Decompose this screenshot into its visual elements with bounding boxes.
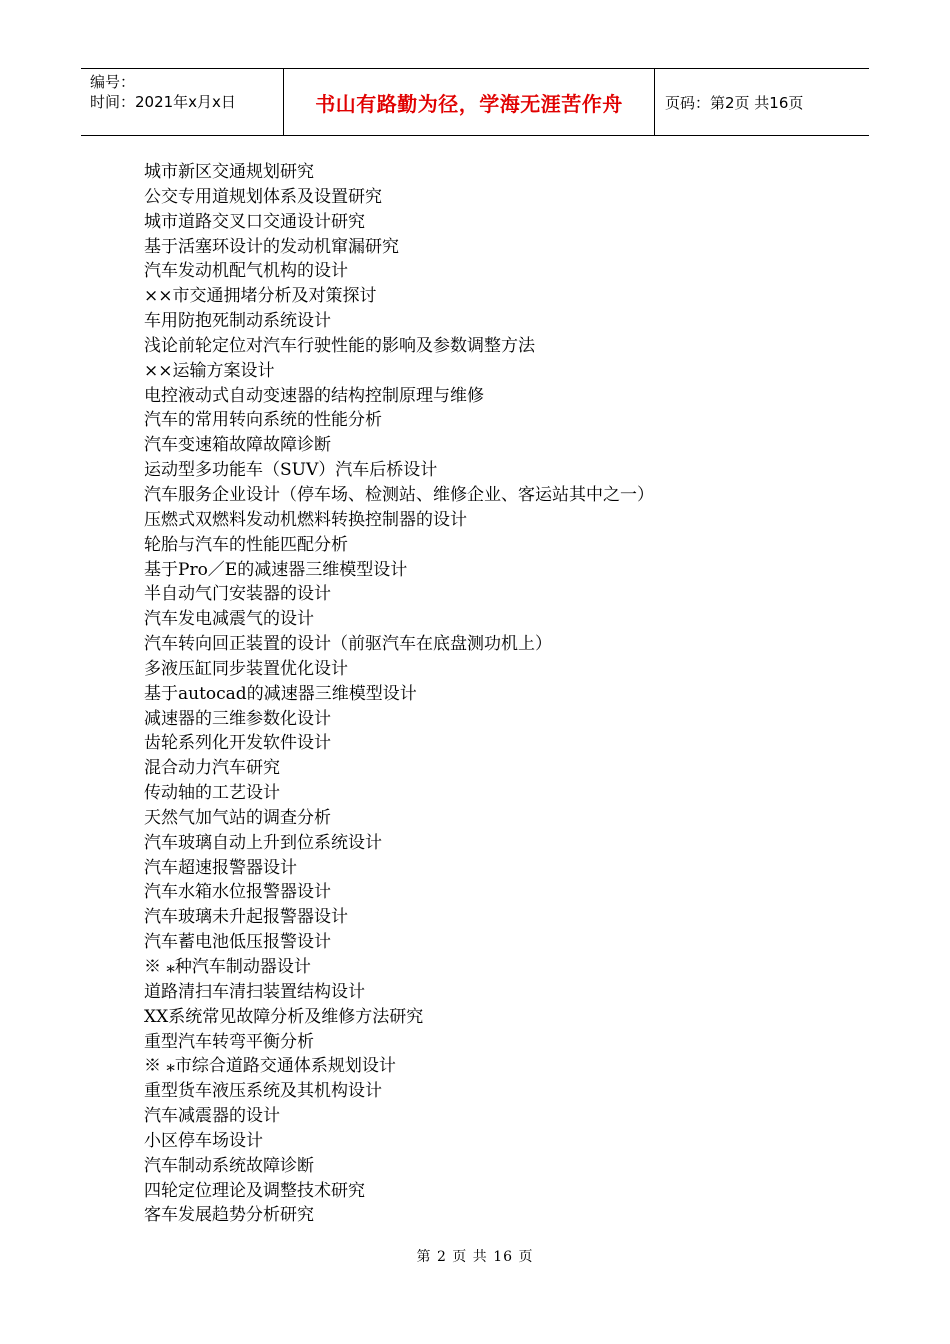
topic-item: 汽车变速箱故障故障诊断 <box>144 435 331 456</box>
topic-item: 汽车发电减震气的设计 <box>144 609 314 630</box>
topic-item: ××运输方案设计 <box>144 360 275 381</box>
topic-item: 城市道路交叉口交通设计研究 <box>144 211 365 232</box>
topic-item: 汽车服务企业设计（停车场、检测站、维修企业、客运站其中之一） <box>144 484 654 505</box>
topic-item: 汽车发动机配气机构的设计 <box>144 261 348 282</box>
page-header <box>81 68 869 136</box>
header-motto: 书山有路勤为径，学海无涯苦作舟 <box>283 69 655 135</box>
header-meta <box>81 69 283 135</box>
topic-item: 四轮定位理论及调整技术研究 <box>144 1180 365 1201</box>
topic-item: 齿轮系列化开发软件设计 <box>144 733 331 754</box>
topic-item: 汽车蓄电池低压报警设计 <box>144 932 331 953</box>
topic-list <box>144 160 844 1228</box>
topic-item: 客车发展趋势分析研究 <box>144 1205 314 1226</box>
topic-item: 公交专用道规划体系及设置研究 <box>144 186 382 207</box>
topic-item: ※ ⁎种汽车制动器设计 <box>144 957 311 977</box>
document-time-label: 时间：2021年x月x日 <box>90 93 236 111</box>
topic-item: ※ ⁎市综合道路交通体系规划设计 <box>144 1056 396 1077</box>
document-number-label: 编号： <box>90 73 136 91</box>
topic-item: 车用防抱死制动系统设计 <box>144 311 331 332</box>
topic-item: 汽车减震器的设计 <box>144 1106 280 1127</box>
topic-item: 运动型多功能车（SUV）汽车后桥设计 <box>144 460 438 481</box>
topic-item: 汽车玻璃未升起报警器设计 <box>144 907 348 928</box>
topic-item: 小区停车场设计 <box>144 1130 263 1151</box>
page-footer: 第 2 页 共 16 页 <box>416 1249 534 1265</box>
topic-item: 基于Pro／E的减速器三维模型设计 <box>144 559 408 580</box>
topic-item: ××市交通拥堵分析及对策探讨 <box>144 286 377 307</box>
topic-item: 汽车的常用转向系统的性能分析 <box>144 410 382 431</box>
topic-item: 基于活塞环设计的发动机窜漏研究 <box>144 236 399 257</box>
topic-item: 重型货车液压系统及其机构设计 <box>144 1081 382 1102</box>
topic-item: 减速器的三维参数化设计 <box>144 708 331 729</box>
topic-item: 混合动力汽车研究 <box>144 758 280 779</box>
topic-item: 轮胎与汽车的性能匹配分析 <box>144 534 348 555</box>
topic-item: 多液压缸同步装置优化设计 <box>144 658 348 679</box>
topic-item: 传动轴的工艺设计 <box>144 783 280 804</box>
topic-item: 天然气加气站的调查分析 <box>144 807 331 828</box>
topic-item: 重型汽车转弯平衡分析 <box>144 1031 314 1052</box>
topic-item: 半自动气门安装器的设计 <box>144 584 331 605</box>
topic-item: 道路清扫车清扫装置结构设计 <box>144 981 365 1002</box>
topic-item: 汽车超速报警器设计 <box>144 857 297 878</box>
topic-item: 汽车制动系统故障诊断 <box>144 1155 314 1176</box>
topic-item: 基于autocad的减速器三维模型设计 <box>144 683 417 704</box>
topic-item: 汽车转向回正装置的设计（前驱汽车在底盘测功机上） <box>144 634 552 655</box>
topic-item: 压燃式双燃料发动机燃料转换控制器的设计 <box>144 509 467 530</box>
topic-item: 电控液动式自动变速器的结构控制原理与维修 <box>144 385 484 406</box>
topic-item: XX系统常见故障分析及维修方法研究 <box>144 1006 424 1027</box>
header-page-info: 页码：第2页 共16页 <box>665 93 804 112</box>
topic-item: 浅论前轮定位对汽车行驶性能的影响及参数调整方法 <box>144 335 535 356</box>
topic-item: 汽车玻璃自动上升到位系统设计 <box>144 832 382 853</box>
topic-item: 城市新区交通规划研究 <box>144 162 314 182</box>
topic-item: 汽车水箱水位报警器设计 <box>144 882 331 903</box>
